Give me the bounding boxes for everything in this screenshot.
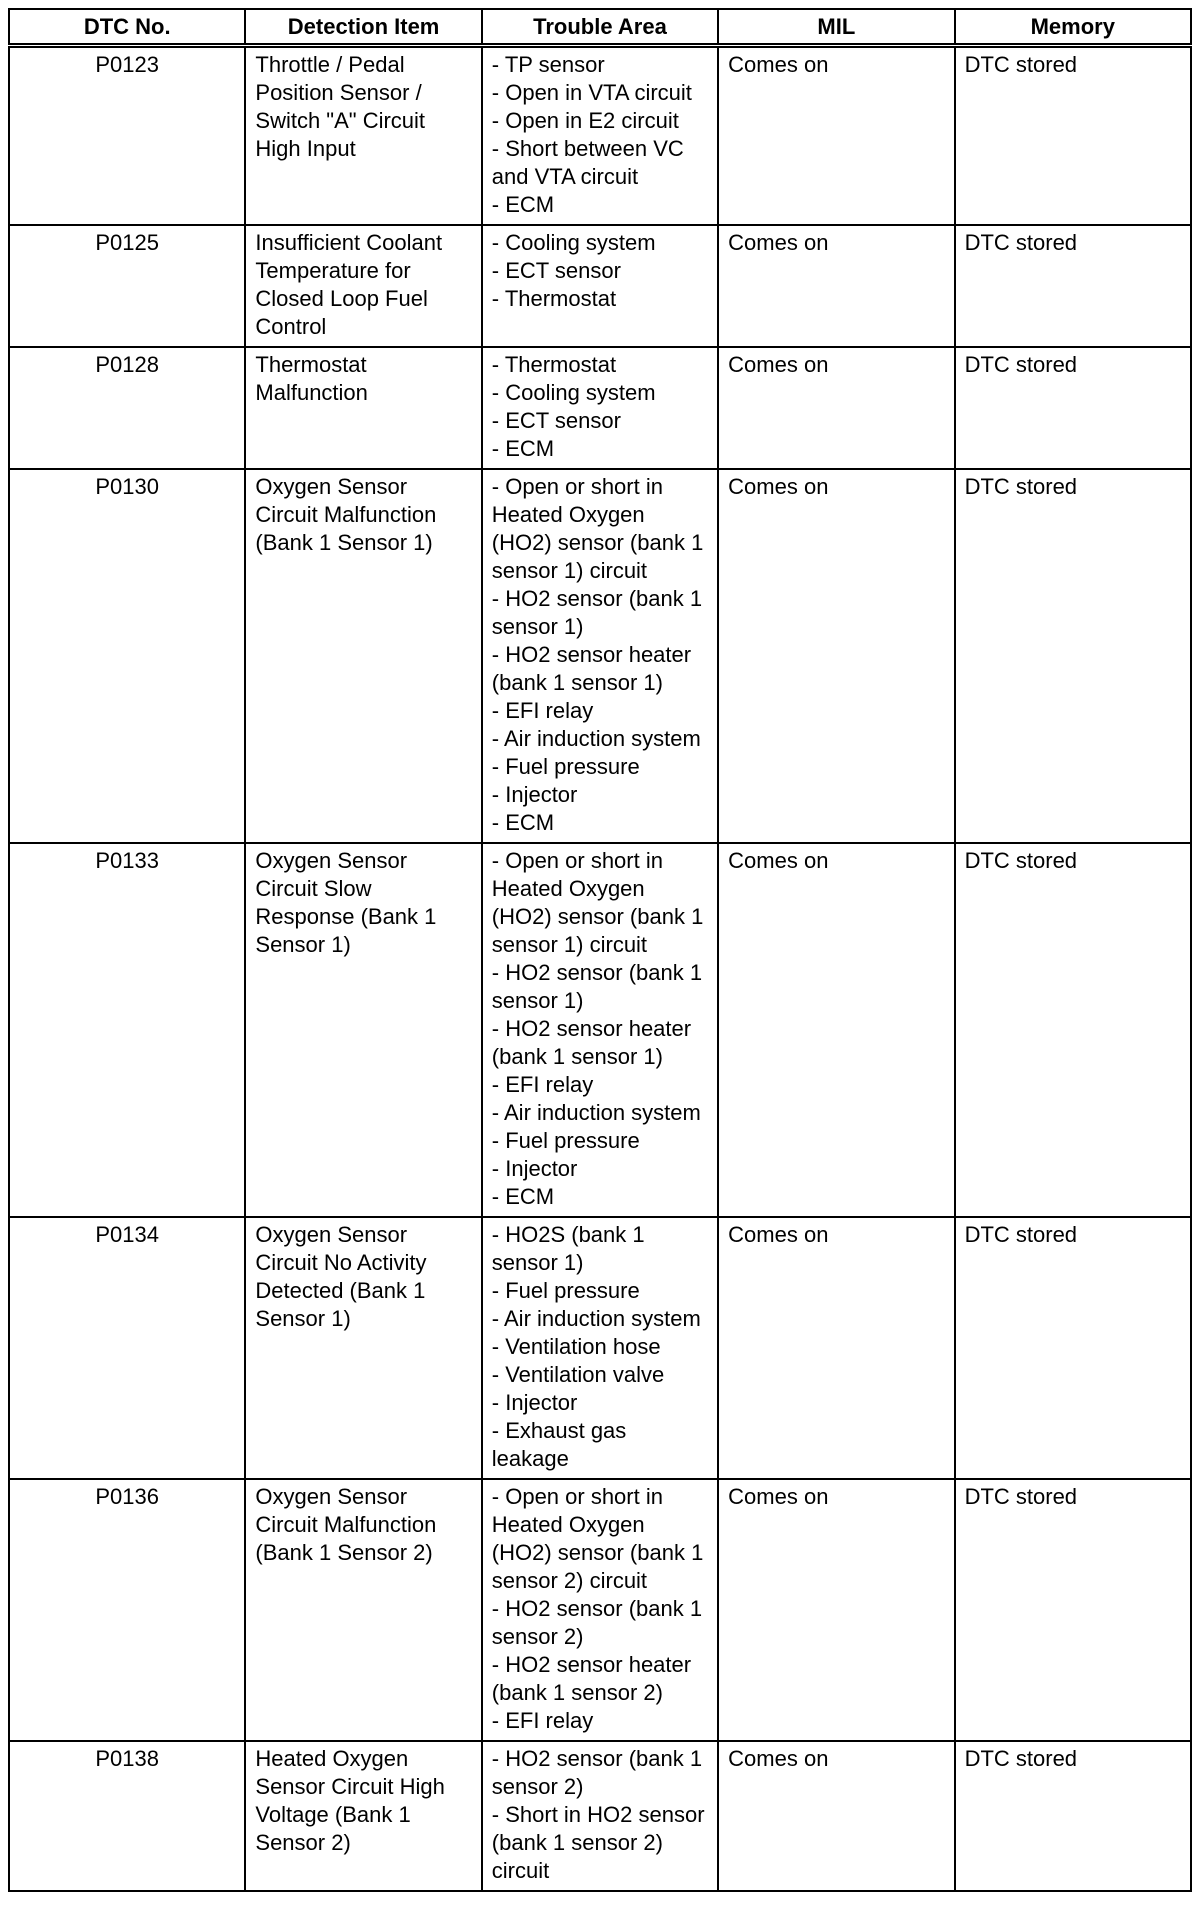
header-trouble-area: Trouble Area	[482, 9, 718, 46]
trouble-area-line: - Injector	[491, 1156, 578, 1181]
memory-cell: DTC stored	[955, 347, 1191, 469]
dtc-table	[8, 8, 1192, 1892]
trouble-area-line: - Open or short in Heated Oxygen (HO2) sensor (bank 1 sensor 1) circuit	[491, 848, 704, 957]
dtc-code-cell: P0134	[9, 1217, 245, 1479]
memory-cell: DTC stored	[955, 1217, 1191, 1479]
table-row	[9, 1741, 1191, 1891]
trouble-area-cell	[482, 347, 718, 469]
trouble-area-line: - HO2 sensor heater (bank 1 sensor 1)	[491, 642, 692, 695]
table-row	[9, 225, 1191, 347]
table-row	[9, 347, 1191, 469]
trouble-area-line: - Cooling system	[491, 230, 656, 255]
trouble-area-line: - Open in VTA circuit	[491, 80, 692, 105]
trouble-area-cell	[482, 1479, 718, 1741]
detection-item-cell: Oxygen Sensor Circuit No Activity Detected (Bank 1 Sensor 1)	[245, 1217, 481, 1479]
detection-item-cell: Throttle / Pedal Position Sensor / Switch "A" Circuit High Input	[245, 46, 481, 226]
trouble-area-line: - HO2 sensor (bank 1 sensor 1)	[491, 960, 703, 1013]
memory-cell: DTC stored	[955, 469, 1191, 843]
trouble-area-line: - Injector	[491, 1390, 578, 1415]
trouble-area-line: - ECM	[491, 1184, 555, 1209]
detection-item-cell: Oxygen Sensor Circuit Slow Response (Bank 1 Sensor 1)	[245, 843, 481, 1217]
detection-item-cell: Heated Oxygen Sensor Circuit High Voltage (Bank 1 Sensor 2)	[245, 1741, 481, 1891]
trouble-area-line: - Air induction system	[491, 1306, 701, 1331]
trouble-area-line: - HO2 sensor (bank 1 sensor 1)	[491, 586, 703, 639]
trouble-area-line: - Open or short in Heated Oxygen (HO2) sensor (bank 1 sensor 2) circuit	[491, 1484, 704, 1593]
trouble-area-cell	[482, 225, 718, 347]
mil-cell: Comes on	[718, 225, 954, 347]
dtc-code-cell: P0128	[9, 347, 245, 469]
mil-cell: Comes on	[718, 1741, 954, 1891]
header-memory: Memory	[955, 9, 1191, 46]
memory-cell: DTC stored	[955, 843, 1191, 1217]
table-row	[9, 46, 1191, 226]
trouble-area-line: - HO2 sensor (bank 1 sensor 2)	[491, 1746, 703, 1799]
header-mil: MIL	[718, 9, 954, 46]
trouble-area-line: - ECM	[491, 810, 555, 835]
trouble-area-line: - Thermostat	[491, 352, 617, 377]
detection-item-cell: Oxygen Sensor Circuit Malfunction (Bank 1 Sensor 1)	[245, 469, 481, 843]
trouble-area-line: - ECM	[491, 436, 555, 461]
trouble-area-line: - Open in E2 circuit	[491, 108, 679, 133]
dtc-code-cell: P0136	[9, 1479, 245, 1741]
header-dtc-no: DTC No.	[9, 9, 245, 46]
trouble-area-line: - HO2S (bank 1 sensor 1)	[491, 1222, 645, 1275]
trouble-area-line: - HO2 sensor (bank 1 sensor 2)	[491, 1596, 703, 1649]
table-row	[9, 1479, 1191, 1741]
trouble-area-line: - ECM	[491, 192, 555, 217]
trouble-area-line: - Short between VC and VTA circuit	[491, 136, 684, 189]
trouble-area-line: - Fuel pressure	[491, 754, 640, 779]
trouble-area-line: - HO2 sensor heater (bank 1 sensor 1)	[491, 1016, 692, 1069]
trouble-area-cell	[482, 469, 718, 843]
table-row	[9, 843, 1191, 1217]
trouble-area-cell	[482, 46, 718, 226]
trouble-area-cell	[482, 1741, 718, 1891]
trouble-area-line: - ECT sensor	[491, 408, 621, 433]
dtc-code-cell: P0125	[9, 225, 245, 347]
header-detection-item: Detection Item	[245, 9, 481, 46]
table-row	[9, 1217, 1191, 1479]
trouble-area-line: - Fuel pressure	[491, 1278, 640, 1303]
trouble-area-line: - Air induction system	[491, 726, 701, 751]
trouble-area-line: - EFI relay	[491, 1708, 594, 1733]
trouble-area-line: - Open or short in Heated Oxygen (HO2) sensor (bank 1 sensor 1) circuit	[491, 474, 704, 583]
trouble-area-line: - Short in HO2 sensor (bank 1 sensor 2) circuit	[491, 1802, 705, 1883]
memory-cell: DTC stored	[955, 1479, 1191, 1741]
trouble-area-line: - TP sensor	[491, 52, 605, 77]
mil-cell: Comes on	[718, 347, 954, 469]
header-row	[9, 9, 1191, 46]
memory-cell: DTC stored	[955, 1741, 1191, 1891]
dtc-code-cell: P0123	[9, 46, 245, 226]
mil-cell: Comes on	[718, 46, 954, 226]
table-row	[9, 469, 1191, 843]
trouble-area-line: - Thermostat	[491, 286, 617, 311]
dtc-code-cell: P0133	[9, 843, 245, 1217]
detection-item-cell: Insufficient Coolant Temperature for Closed Loop Fuel Control	[245, 225, 481, 347]
trouble-area-line: - Ventilation hose	[491, 1334, 661, 1359]
mil-cell: Comes on	[718, 1479, 954, 1741]
trouble-area-line: - Fuel pressure	[491, 1128, 640, 1153]
trouble-area-line: - Ventilation valve	[491, 1362, 665, 1387]
trouble-area-line: - EFI relay	[491, 1072, 594, 1097]
mil-cell: Comes on	[718, 843, 954, 1217]
detection-item-cell: Thermostat Malfunction	[245, 347, 481, 469]
memory-cell: DTC stored	[955, 225, 1191, 347]
trouble-area-line: - HO2 sensor heater (bank 1 sensor 2)	[491, 1652, 692, 1705]
trouble-area-line: - Injector	[491, 782, 578, 807]
mil-cell: Comes on	[718, 1217, 954, 1479]
memory-cell: DTC stored	[955, 46, 1191, 226]
trouble-area-line: - ECT sensor	[491, 258, 621, 283]
detection-item-cell: Oxygen Sensor Circuit Malfunction (Bank 1 Sensor 2)	[245, 1479, 481, 1741]
dtc-table-body	[9, 46, 1191, 1892]
dtc-code-cell: P0130	[9, 469, 245, 843]
trouble-area-line: - Cooling system	[491, 380, 656, 405]
dtc-code-cell: P0138	[9, 1741, 245, 1891]
trouble-area-line: - Air induction system	[491, 1100, 701, 1125]
trouble-area-line: - Exhaust gas leakage	[491, 1418, 627, 1471]
trouble-area-line: - EFI relay	[491, 698, 594, 723]
trouble-area-cell	[482, 1217, 718, 1479]
mil-cell: Comes on	[718, 469, 954, 843]
trouble-area-cell	[482, 843, 718, 1217]
